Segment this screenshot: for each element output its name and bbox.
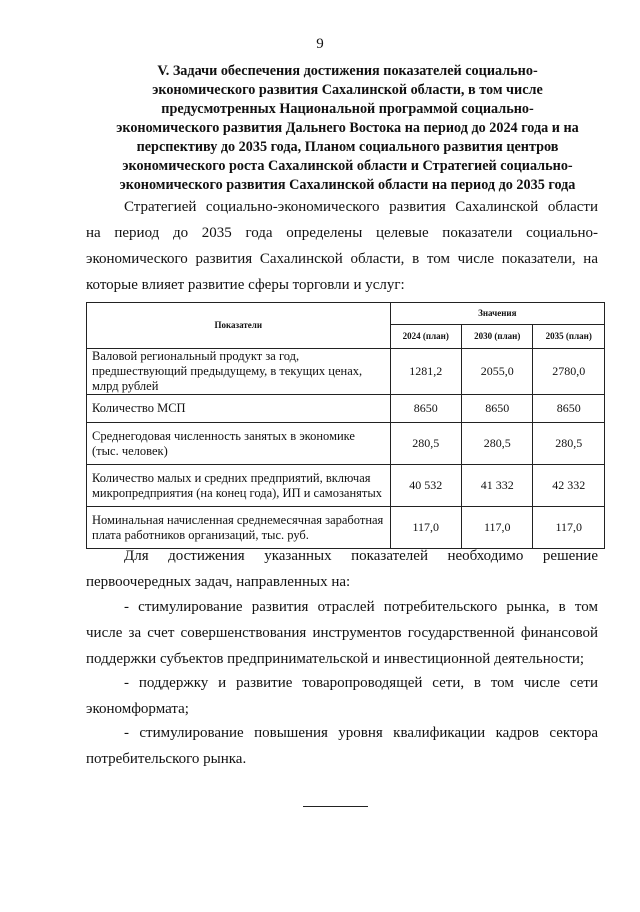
paragraph-line: - стимулирование повышения уровня квалификации кадров сектора: [124, 725, 598, 741]
row-value: 8650: [390, 395, 461, 423]
paragraph-line: поддержки субъектов предпринимательской и инвестиционной деятельности;: [86, 651, 585, 667]
row-value: 280,5: [390, 423, 461, 465]
heading-line: экономического развития Сахалинской области на период до 2035 года: [119, 177, 576, 193]
tasks-intro-paragraph: [86, 543, 598, 595]
header-indicators: Показатели: [87, 303, 391, 349]
section-heading: [90, 62, 605, 195]
header-year-2035: 2035 (план): [533, 325, 605, 349]
row-value: 40 532: [390, 465, 461, 507]
row-value: 117,0: [533, 507, 605, 549]
paragraph-line: на период до 2035 года определены целевые показатели социально-: [86, 225, 598, 241]
heading-line: перспективу до 2035 года, Планом социального развития центров: [136, 139, 559, 155]
table-row: [87, 395, 605, 423]
row-value: 42 332: [533, 465, 605, 507]
task-item: [86, 720, 598, 772]
indicators-table: [86, 302, 605, 549]
row-name: Количество МСП: [87, 395, 391, 423]
paragraph-line: первоочередных задач, направленных на:: [86, 574, 351, 590]
heading-line: предусмотренных Национальной программой социально-: [161, 101, 534, 117]
row-name: Среднегодовая численность занятых в экономике (тыс. человек): [87, 423, 391, 465]
header-year-2024: 2024 (план): [390, 325, 461, 349]
paragraph-line: - поддержку и развитие товаропроводящей сети, в том числе сети: [124, 675, 598, 691]
row-value: 280,5: [533, 423, 605, 465]
table-header-row: [87, 303, 605, 325]
row-value: 41 332: [462, 465, 533, 507]
table-row: [87, 423, 605, 465]
row-value: 280,5: [462, 423, 533, 465]
heading-line: экономического развития Дальнего Востока на период до 2024 года и на: [116, 120, 579, 136]
row-value: 117,0: [390, 507, 461, 549]
row-name: Валовой региональный продукт за год, предшествующий предыдущему, в текущих ценах, млрд рублей: [87, 349, 391, 395]
row-value: 8650: [533, 395, 605, 423]
paragraph-line: экономформата;: [86, 701, 189, 717]
paragraph-line: которые влияет развитие сферы торговли и услуг:: [86, 277, 405, 293]
paragraph-line: числе за счет совершенствования инструментов государственной финансовой: [86, 625, 598, 641]
table-row: [87, 349, 605, 395]
task-item: [86, 670, 598, 722]
header-values: Значения: [390, 303, 604, 325]
row-value: 2055,0: [462, 349, 533, 395]
paragraph-line: экономического развития Сахалинской области, в том числе показатели, на: [86, 251, 598, 267]
task-item: [86, 594, 598, 672]
row-name: Количество малых и средних предприятий, включая микропредприятия (на конец года), ИП и самозанятых: [87, 465, 391, 507]
row-value: 8650: [462, 395, 533, 423]
heading-line: V. Задачи обеспечения достижения показателей социально-: [157, 63, 538, 79]
paragraph-line: потребительского рынка.: [86, 751, 247, 767]
end-divider: [303, 806, 368, 807]
heading-line: экономического роста Сахалинской области и Стратегией социально-: [122, 158, 573, 174]
heading-line: экономического развития Сахалинской области, в том числе: [152, 82, 543, 98]
page-number: 9: [316, 36, 324, 52]
paragraph-line: Для достижения указанных показателей необходимо решение: [124, 548, 598, 564]
row-value: 1281,2: [390, 349, 461, 395]
paragraph-line: Стратегией социально-экономического развития Сахалинской области: [124, 199, 598, 215]
header-year-2030: 2030 (план): [462, 325, 533, 349]
row-value: 2780,0: [533, 349, 605, 395]
table-row: [87, 465, 605, 507]
row-name: Номинальная начисленная среднемесячная заработная плата работников организаций, тыс. руб.: [87, 507, 391, 549]
intro-paragraph: [86, 194, 598, 298]
paragraph-line: - стимулирование развития отраслей потребительского рынка, в том: [124, 599, 598, 615]
row-value: 117,0: [462, 507, 533, 549]
